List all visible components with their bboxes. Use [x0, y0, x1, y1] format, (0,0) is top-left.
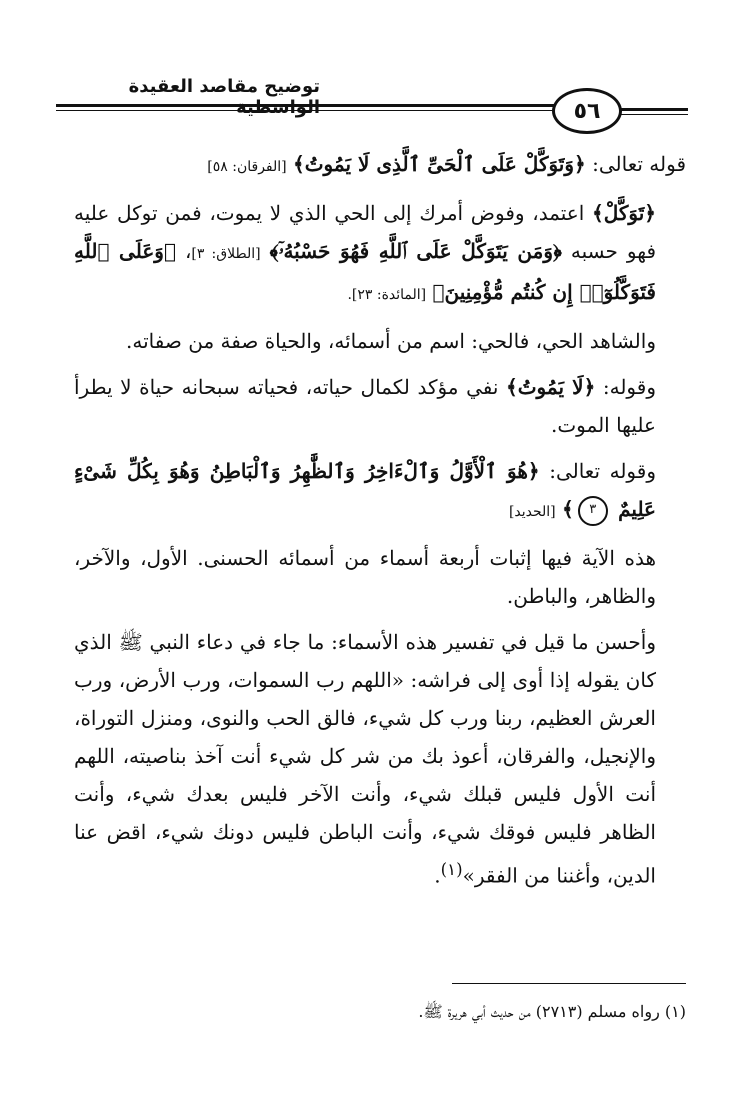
paragraph [74, 452, 686, 531]
header-rule [618, 114, 688, 115]
quran-verse: ﴿وَعَلَى ٱللَّهِ فَتَوَكَّلُوٓا۟ إِن كُنتُم مُّؤْمِنِينَ﴾ [74, 239, 656, 304]
verse-citation: [الفرقان: ٥٨] [207, 159, 287, 175]
verse-citation: [المائدة: ٢٣]. [347, 287, 427, 303]
paragraph [74, 368, 686, 444]
header-rule [56, 110, 556, 111]
text: قوله تعالى: [585, 152, 686, 176]
quran-verse: ﴿هُوَ ٱلْأَوَّلُ وَٱلْءَاخِرُ وَٱلظَّٰهِرُ وَٱلْبَاطِنُ وَهُوَ بِكُلِّ شَىْءٍ عَلِيمٌ [74, 459, 656, 521]
paragraph [74, 145, 686, 186]
paragraph: هذه الآية فيها إثبات أربعة أسماء من أسمائه الحسنى. الأول، والآخر، والظاهر، والباطن. [74, 546, 657, 608]
quran-verse: ﴿وَمَن يَتَوَكَّلْ عَلَى ٱللَّهِ فَهُوَ حَسْبُهُۥٓ﴾ [269, 239, 562, 263]
text: . [434, 863, 441, 888]
verse-citation: [الحديد] [508, 504, 556, 520]
text: وقوله تعالى: [539, 459, 656, 483]
paragraph [74, 623, 686, 895]
quran-word: ﴿تَوَكَّلْ﴾ [591, 201, 656, 225]
paragraph [74, 194, 686, 314]
footnote-rule [452, 983, 686, 984]
text: نفي مؤكد لكمال حياته، فحياته سبحانه حياة لا يطرأ عليها الموت. [74, 375, 656, 437]
quran-bracket: ﴾ [562, 497, 574, 521]
running-header-title: توضيح مقاصد العقيدة الواسطية [128, 76, 320, 118]
ayah-number-marker: ٣ [578, 496, 608, 526]
footnote-reference[interactable]: (١) [440, 860, 463, 879]
text: وقوله: [595, 375, 656, 399]
quran-verse: ﴿وَتَوَكَّلْ عَلَى ٱلْحَىِّ ٱلَّذِى لَا يَمُوتُ﴾ [293, 152, 586, 176]
text: اعتمد، وفوض أمرك إلى الحي الذي لا يموت، فمن توكل عليه فهو حسبه [74, 201, 657, 263]
main-text [74, 145, 686, 903]
text: ، [175, 239, 192, 263]
header-rule [618, 108, 688, 111]
footnote: (١) رواه مسلم (٢٧١٣) من حديث أبي هريرة ﷺ. [418, 1002, 686, 1021]
text: وأحسن ما قيل في تفسير هذه الأسماء: ما جاء في دعاء النبي ﷺ الذي كان يقوله إذا أوى إلى فراشه: «اللهم رب السموات، ورب الأرض، ورب العرش العظيم، ربنا ورب كل شيء، فالق الحب والنوى، ومنزل التوراة، والإنجيل، والفرقان، أعوذ بك من شر كل شيء أنت آخذ بناصيته، اللهم أنت الأول فليس قبلك شيء، وأنت الآخر فليس بعدك شيء، وأنت الظاهر فليس فوقك شيء، وأنت الباطن فليس دونك شيء، اقض عنا الدين، وأغننا من الفقر» [74, 630, 656, 888]
paragraph: والشاهد الحي، فالحي: اسم من أسمائه، والحياة صفة من صفاته. [126, 329, 656, 353]
page-number [552, 88, 622, 134]
page-number-text: ٥٦ [573, 98, 601, 124]
verse-citation: [الطلاق: ٣] [191, 246, 261, 262]
quran-verse: ﴿لَا يَمُوتُ﴾ [506, 375, 596, 399]
header-rule [56, 104, 556, 107]
